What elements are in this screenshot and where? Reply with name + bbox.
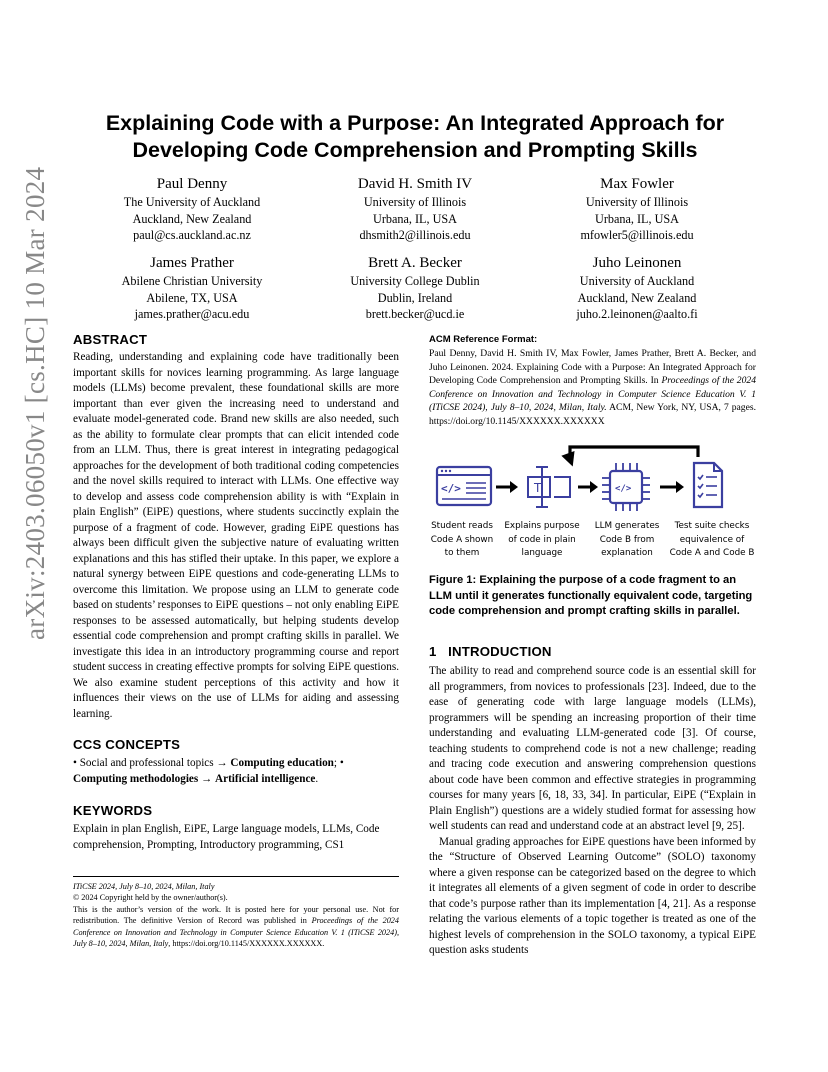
ccs-heading: CCS CONCEPTS <box>73 737 181 752</box>
author-affiliation: The University of Auckland <box>123 195 261 209</box>
figure-step-label <box>420 520 504 561</box>
author-name: Max Fowler <box>600 176 674 192</box>
footnote-venue: ITiCSE 2024, July 8–10, 2024, Milan, Italy <box>73 882 215 891</box>
acm-reference-heading: ACM Reference Format: <box>429 334 538 345</box>
chip-icon <box>602 463 650 511</box>
figure-step-line: Code A and Code B <box>669 548 755 558</box>
author-location: Dublin, Ireland <box>377 290 453 305</box>
ccs-arrow: → <box>213 757 231 769</box>
abstract-section <box>73 332 399 722</box>
author-name: Paul Denny <box>156 176 228 192</box>
author-location: Abilene, TX, USA <box>146 290 238 305</box>
author-email[interactable]: james.prather@acu.edu <box>134 307 250 321</box>
figure-step-label <box>585 520 669 561</box>
figure-caption: Figure 1: Explaining the purpose of a code fragment to an LLM until it generates functionally equivalent code, targeting code comprehension and prompt crafting skills in parallel. <box>429 574 753 617</box>
acm-reference-doi[interactable]: ACM, New York, NY, USA, 7 pages. https://doi.org/10.1145/XXXXXX.XXXXXX <box>429 402 756 427</box>
ccs-topic: • Social and professional topics <box>73 757 214 769</box>
author-location: Urbana, IL, USA <box>595 211 679 226</box>
author-location: Urbana, IL, USA <box>373 211 457 226</box>
ccs-concept: Artificial intelligence <box>215 772 316 785</box>
figure-step-line: language <box>521 548 563 558</box>
figure-step-line: equivalence of <box>679 534 745 545</box>
author-email[interactable]: juho.2.leinonen@aalto.fi <box>576 307 698 321</box>
ccs-separator: . <box>315 772 319 785</box>
introduction-paragraph: The ability to read and comprehend source code is an essential skill for all programmers, from novices to professionals [23]. Indeed, due to the ease of generating code with large language models (LLMs), programmers will be spending an increasing proportion of their time understanding and evaluating LLM-generated code [3]. Of course, teaching students to comprehend code is not a new challenge; reading and tracing code execution and answering comprehension questions about code have been common and effective strategies in programming courses for many years [6, 18, 33, 34]. In particular, EiPE (“Explain in Plain English”) questions are a widely studied format for assessing how well students can read and understand code at an abstract level [9, 25]. <box>429 665 756 832</box>
author-block <box>527 175 747 244</box>
figure-step-label <box>500 520 584 561</box>
feedback-loop-line <box>570 447 698 459</box>
keywords-text: Explain in plan English, EiPE, Large language models, LLMs, Code comprehension, Prompting, Introductory programming, CS1 <box>73 823 380 851</box>
author-name: Brett A. Becker <box>368 255 462 271</box>
figure-step-line: Test suite checks <box>674 521 750 531</box>
author-block <box>82 254 302 323</box>
ccs-section <box>73 737 399 787</box>
ccs-concept: Computing education <box>230 757 334 769</box>
figure-step-line: Code A shown <box>430 534 494 545</box>
figure-1-diagram <box>430 445 760 521</box>
acm-reference-text <box>429 347 756 429</box>
author-affiliation: University of Illinois <box>363 195 467 209</box>
author-email[interactable]: paul@cs.auckland.ac.nz <box>133 228 251 242</box>
author-block <box>82 175 302 244</box>
figure-step-line: Explains purpose <box>504 521 580 531</box>
author-name: David H. Smith IV <box>357 176 473 192</box>
abstract-text: Reading, understanding and explaining code have traditionally been important skills for novices learning programming. As large language models (LLMs) become prevalent, these foundational skills are more important than ever given the increasing need to understand and evaluate model-generated code. Brand new skills are also needed, such as the ability to formulate clear prompts that can elicit intended code from an LLM. Thus, there is great interest in integrating pedagogical approaches for the development of both traditional coding competencies and the novel skills required to interact with LLMs. One effective way to develop and assess code comprehension ability is with “Explain in plain English” (EiPE) questions, where students succinctly explain the purpose of a fragment of code. However, grading EiPE questions has always been difficult given the subjective nature of evaluating written explanations and this has stifled their uptake. In this paper, we explore a natural synergy between EiPE questions and code-generating LLMs to overcome this limitation. We propose using an LLM to generate code based on students’ responses to EiPE questions – not only enabling EiPE responses to be assessed automatically, but helping students develop essential code comprehension and prompt crafting skills in parallel. We investigate this idea in an introductory programming course and report student success in creating effective prompts for solving EiPE questions. We also examine student perceptions of this activity and how it influences their views on the use of LLMs for aiding and assessing learning. <box>73 351 399 720</box>
checklist-icon <box>694 463 722 507</box>
figure-step-line: of code in plain <box>508 534 576 545</box>
author-affiliation: University of Illinois <box>585 195 689 209</box>
feedback-arrow-head <box>561 451 579 469</box>
acm-reference <box>429 334 756 429</box>
figure-step-line: Student reads <box>431 521 493 531</box>
acm-reference-body: Paul Denny, David H. Smith IV, Max Fowler, James Prather, Brett A. Becker, and Juho Leinonen. 2024. Explaining Code with a Purpose: An Integrated Approach for Developing Code Comprehension and Prompting Skills. In <box>429 348 756 387</box>
svg-text:</>: </> <box>441 482 461 495</box>
author-email[interactable]: mfowler5@illinois.edu <box>580 228 694 242</box>
figure-step-label <box>664 520 760 561</box>
arrow-right-icon <box>578 481 598 493</box>
keywords-heading: KEYWORDS <box>73 803 153 818</box>
author-email[interactable]: brett.becker@ucd.ie <box>365 307 465 321</box>
svg-text:</>: </> <box>615 484 632 494</box>
figure-step-line: explanation <box>601 548 653 558</box>
author-location: Auckland, New Zealand <box>132 211 252 226</box>
footnote-note <box>73 904 399 950</box>
footnote-note-proceedings: Proceedings of the 2024 Conference on Innovation and Technology in Computer Science Education V. 1 (ITiCSE 2024), July 8–10, 2024, Milan, Italy <box>73 916 399 949</box>
ccs-arrow: → <box>198 772 216 785</box>
author-block <box>527 254 747 323</box>
figure-step-line: LLM generates <box>594 521 660 531</box>
author-name: Juho Leinonen <box>592 255 682 271</box>
footnote-rule <box>73 876 399 877</box>
author-email[interactable]: dhsmith2@illinois.edu <box>359 228 471 242</box>
footnote <box>73 881 399 949</box>
author-location: Auckland, New Zealand <box>577 290 697 305</box>
text-input-icon <box>528 467 570 507</box>
introduction-heading: 1 INTRODUCTION <box>429 644 552 659</box>
abstract-heading: ABSTRACT <box>73 332 148 347</box>
author-name: James Prather <box>150 255 234 271</box>
author-block <box>305 175 525 244</box>
author-affiliation: University College Dublin <box>350 274 480 288</box>
keywords-section <box>73 803 399 853</box>
author-block <box>305 254 525 323</box>
figure-step-line: to them <box>444 548 480 558</box>
author-affiliation: University of Auckland <box>579 274 695 288</box>
code-window-icon <box>437 467 491 505</box>
figure-caption-block <box>429 573 756 620</box>
acm-reference-proceedings: Proceedings of the 2024 Conference on Innovation and Technology in Computer Science Education V. 1 (ITiCSE 2024), July 8–10, 2024, Milan, Italy. <box>429 375 756 414</box>
arrow-right-icon <box>496 481 518 493</box>
author-affiliation: Abilene Christian University <box>121 274 263 288</box>
introduction-section <box>429 644 756 959</box>
figure-step-line: Code B from <box>599 534 655 545</box>
arxiv-identifier: arXiv:2403.06050v1 [cs.HC] 10 Mar 2024 <box>20 166 50 640</box>
svg-text:T: T <box>534 481 542 495</box>
ccs-topic: Computing methodologies <box>73 772 199 785</box>
footnote-note-text: This is the author’s version of the work. It is posted here for your personal use. Not for redistribution. The definitive Version of Record was published in <box>73 904 399 926</box>
footnote-note-doi[interactable]: , https://doi.org/10.1145/XXXXXX.XXXXXX. <box>168 939 325 949</box>
footnote-copyright: © 2024 Copyright held by the owner/author(s). <box>73 893 228 903</box>
ccs-separator: ; • <box>333 757 344 769</box>
introduction-paragraph: Manual grading approaches for EiPE questions have been informed by the “Structure of Observed Learning Outcome” (SOLO) taxonomy where a given response can be categorized based on the degree to which it integrates all elements of a given segment of code in order to describe that code’s purpose rather than its implementation [4, 21]. As a response relating the various elements of a topic together is treated as one of the highest levels of comprehension in the SOLO taxonomy, a typical EiPE question asks students <box>429 835 756 956</box>
arrow-right-icon <box>660 481 684 493</box>
paper-title: Explaining Code with a Purpose: An Integrated Approach for Developing Code Comprehension and Prompting Skills <box>105 111 725 162</box>
ccs-text <box>73 756 399 787</box>
